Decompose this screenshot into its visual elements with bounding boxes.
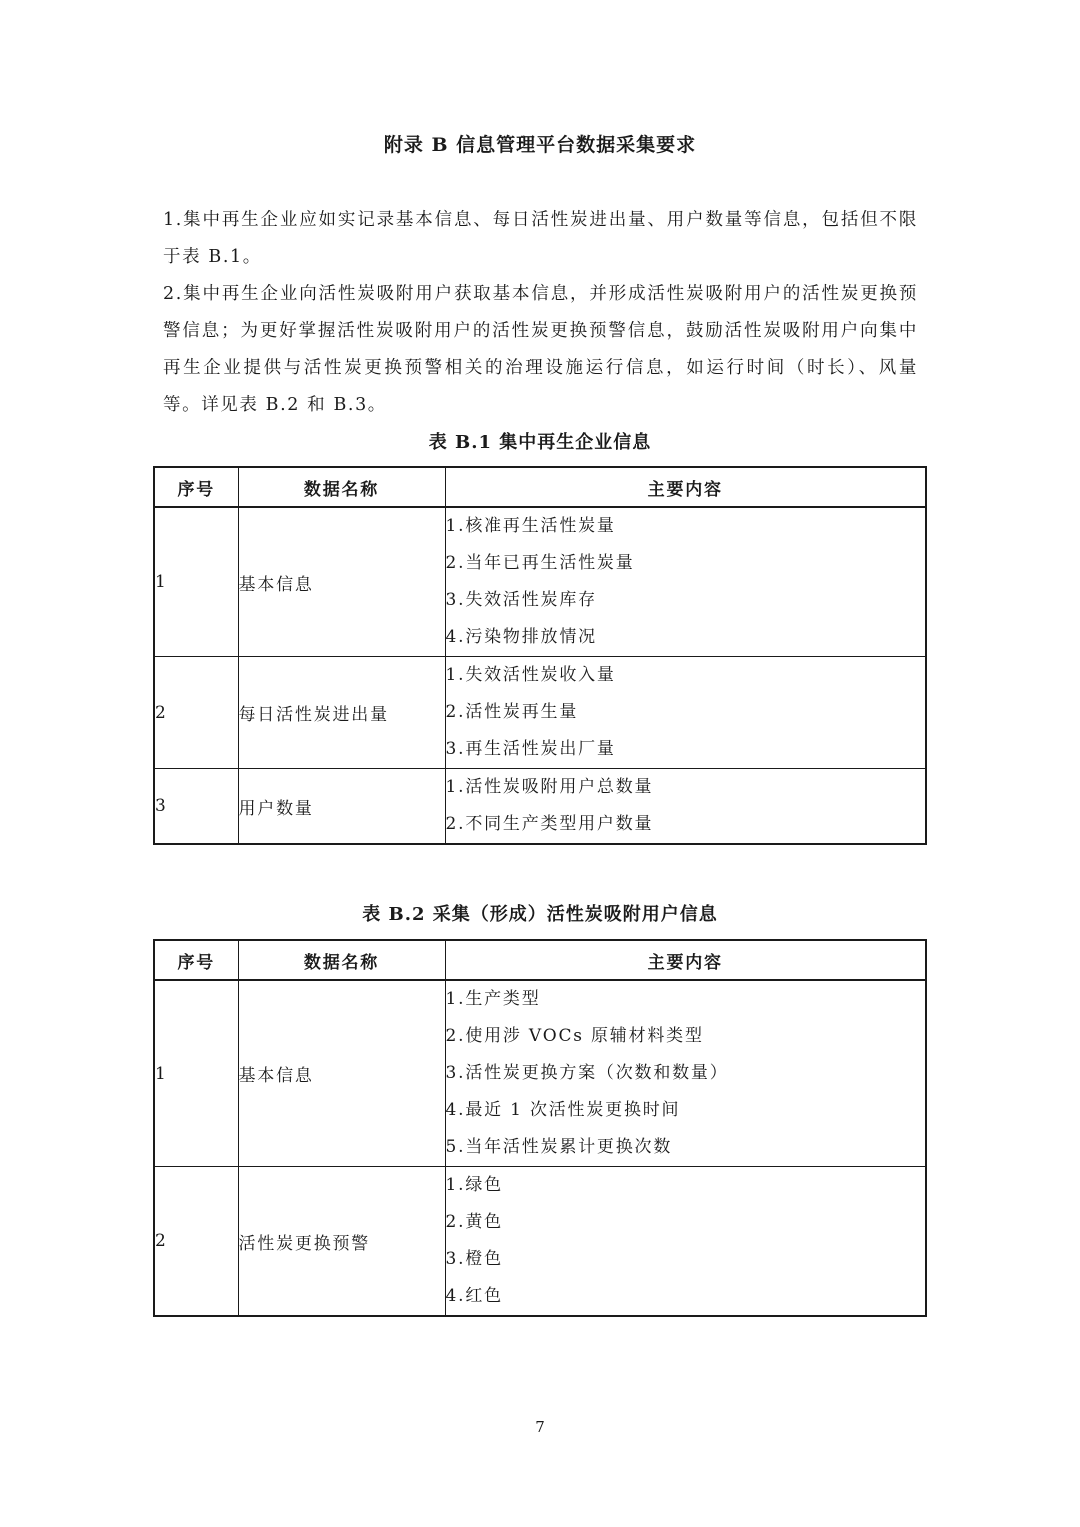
table-header-row bbox=[154, 940, 926, 980]
header-name: 数据名称 bbox=[238, 467, 445, 507]
content-item: 4.最近 1 次活性炭更换时间 bbox=[445, 1100, 681, 1120]
table-row bbox=[154, 507, 926, 657]
content-item: 1.生产类型 bbox=[445, 989, 541, 1009]
row-content bbox=[445, 980, 926, 1167]
content-item: 1.活性炭吸附用户总数量 bbox=[445, 777, 654, 797]
content-item: 5.当年活性炭累计更换次数 bbox=[445, 1137, 673, 1157]
table-b2-caption: 表 B.2 采集（形成）活性炭吸附用户信息 bbox=[362, 904, 718, 925]
row-name: 活性炭更换预警 bbox=[238, 1167, 445, 1317]
row-name: 基本信息 bbox=[238, 980, 445, 1167]
content-item: 3.再生活性炭出厂量 bbox=[445, 739, 616, 759]
appendix-title: 附录 B 信息管理平台数据采集要求 bbox=[383, 134, 697, 156]
content-item: 3.橙色 bbox=[445, 1249, 503, 1269]
content-item: 2.当年已再生活性炭量 bbox=[445, 553, 635, 573]
content-item: 1.核准再生活性炭量 bbox=[445, 516, 616, 536]
page-number: 7 bbox=[535, 1418, 545, 1436]
row-no: 2 bbox=[154, 1167, 238, 1317]
row-no: 2 bbox=[154, 657, 238, 769]
row-name: 基本信息 bbox=[238, 507, 445, 657]
content-item: 2.不同生产类型用户数量 bbox=[445, 814, 654, 834]
row-no: 3 bbox=[154, 769, 238, 845]
header-no: 序号 bbox=[154, 940, 238, 980]
content-item: 2.使用涉 VOCs 原辅材料类型 bbox=[445, 1026, 704, 1046]
row-content bbox=[445, 769, 926, 845]
content-item: 1.绿色 bbox=[445, 1175, 503, 1195]
content-item: 4.污染物排放情况 bbox=[445, 627, 597, 647]
content-item: 3.活性炭更换方案（次数和数量） bbox=[445, 1063, 729, 1083]
row-content bbox=[445, 657, 926, 769]
table-b2 bbox=[153, 939, 927, 1317]
header-content: 主要内容 bbox=[445, 467, 926, 507]
header-content: 主要内容 bbox=[445, 940, 926, 980]
table-b1-caption: 表 B.1 集中再生企业信息 bbox=[428, 432, 652, 453]
table-b1 bbox=[153, 466, 927, 845]
header-name: 数据名称 bbox=[238, 940, 445, 980]
row-content bbox=[445, 1167, 926, 1317]
row-content bbox=[445, 507, 926, 657]
row-no: 1 bbox=[154, 507, 238, 657]
table-row bbox=[154, 657, 926, 769]
row-no: 1 bbox=[154, 980, 238, 1167]
table-row bbox=[154, 980, 926, 1167]
table-row bbox=[154, 769, 926, 845]
header-no: 序号 bbox=[154, 467, 238, 507]
row-name: 用户数量 bbox=[238, 769, 445, 845]
content-item: 4.红色 bbox=[445, 1286, 503, 1306]
content-item: 3.失效活性炭库存 bbox=[445, 590, 597, 610]
content-item: 1.失效活性炭收入量 bbox=[445, 665, 616, 685]
table-row bbox=[154, 1167, 926, 1317]
paragraph-2: 2.集中再生企业向活性炭吸附用户获取基本信息，并形成活性炭吸附用户的活性炭更换预警信息；为更好掌握活性炭吸附用户的活性炭更换预警信息，鼓励活性炭吸附用户向集中再生企业提供与活性炭更换预警相关的治理设施运行信息，如运行时间（时长）、风量等。详见表 B.2 和 B.3。 bbox=[163, 284, 918, 415]
content-item: 2.黄色 bbox=[445, 1212, 503, 1232]
table-header-row bbox=[154, 467, 926, 507]
content-item: 2.活性炭再生量 bbox=[445, 702, 579, 722]
paragraph-1: 1.集中再生企业应如实记录基本信息、每日活性炭进出量、用户数量等信息，包括但不限于表 B.1。 bbox=[163, 210, 918, 267]
row-name: 每日活性炭进出量 bbox=[238, 657, 445, 769]
